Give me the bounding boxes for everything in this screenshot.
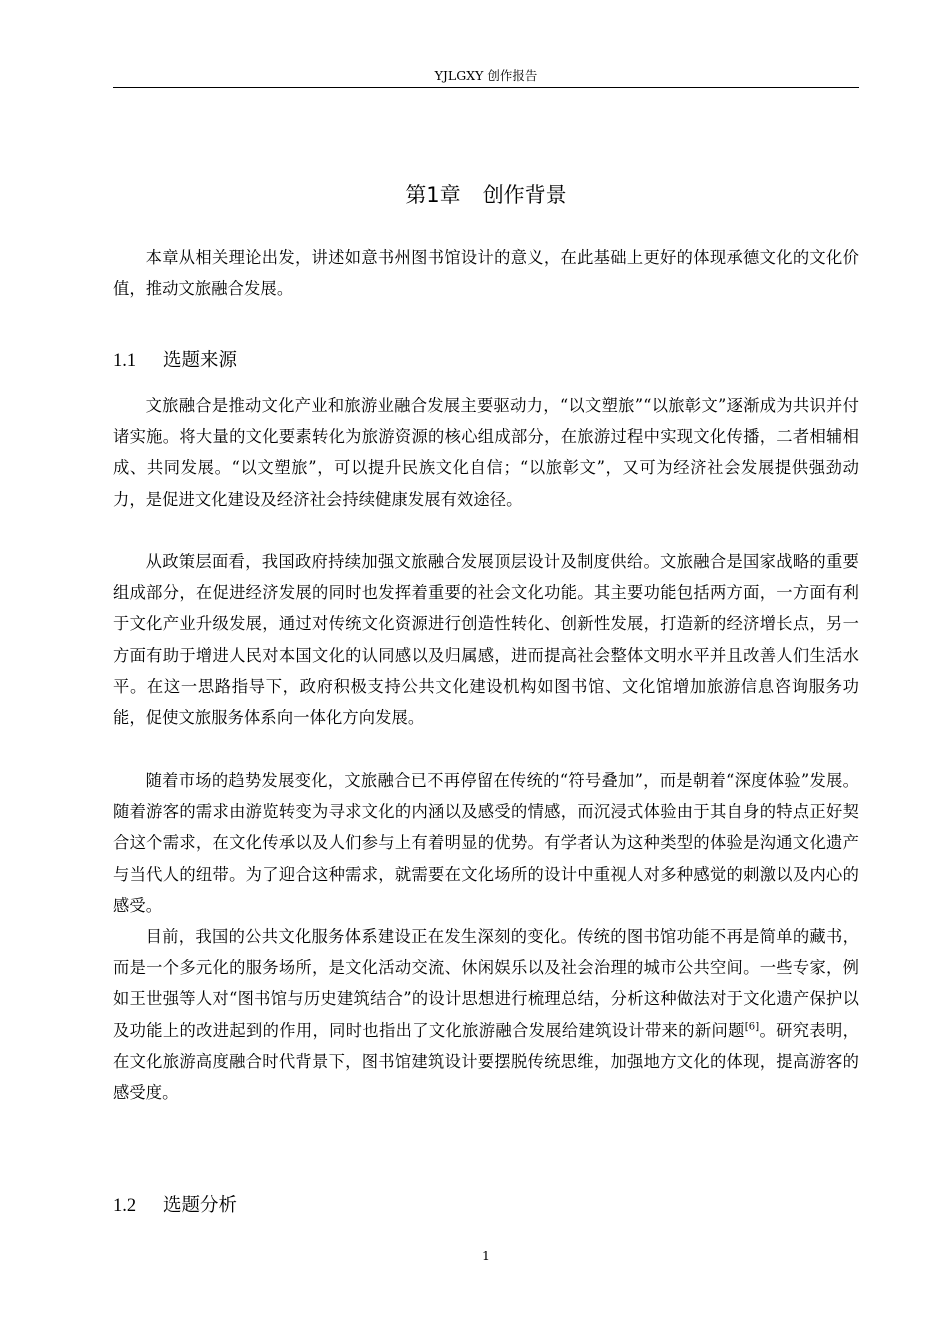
body-paragraph-with-citation xyxy=(113,921,859,1108)
section-number: 1.2 xyxy=(113,1196,137,1216)
section-title: 选题来源 xyxy=(163,350,238,371)
body-paragraph: 随着市场的趋势发展变化，文旅融合已不再停留在传统的“符号叠加”，而是朝着“深度体验”发展。随着游客的需求由游览转变为寻求文化的内涵以及感受的情感，而沉浸式体验由于其自身的特点正好契合这个需求，在文化传承以及人们参与上有着明显的优势。有学者认为这种类型的体验是沟通文化遗产与当代人的纽带。为了迎合这种需求，就需要在文化场所的设计中重视人对多种感觉的刺激以及内心的感受。 xyxy=(113,771,859,915)
chapter-number: 第1章 xyxy=(405,183,461,207)
section-heading-1-2 xyxy=(113,1193,859,1219)
body-paragraph: 从政策层面看，我国政府持续加强文旅融合发展顶层设计及制度供给。文旅融合是国家战略的重要组成部分，在促进经济发展的同时也发挥着重要的社会文化功能。其主要功能包括两方面，一方面有利于文化产业升级发展，通过对传统文化资源进行创造性转化、创新性发展，打造新的经济增长点，另一方面有助于增进人民对本国文化的认同感以及归属感，进而提高社会整体文明水平并且改善人们生活水平。在这一思路指导下，政府积极支持公共文化建设机构如图书馆、文化馆增加旅游信息咨询服务功能，促使文旅服务体系向一体化方向发展。 xyxy=(113,552,859,728)
chapter-name: 创作背景 xyxy=(482,183,567,207)
section-title: 选题分析 xyxy=(163,1195,238,1216)
body-paragraph: 文旅融合是推动文化产业和旅游业融合发展主要驱动力，“以文塑旅”“以旅彰文”逐渐成为共识并付诸实施。将大量的文化要素转化为旅游资源的核心组成部分，在旅游过程中实现文化传播，二者相辅相成、共同发展。“以文塑旅”，可以提升民族文化自信；“以旅彰文”，又可为经济社会发展提供强劲动力，是促进文化建设及经济社会持续健康发展有效途径。 xyxy=(113,396,859,509)
section-number: 1.1 xyxy=(113,351,137,371)
header-rule xyxy=(113,87,859,88)
paragraph-text: 。研究表明，在文化旅游高度融合时代背景下，图书馆建筑设计要摆脱传统思维，加强地方文化的体现，提高游客的感受度。 xyxy=(113,1020,859,1103)
page-number: 1 xyxy=(482,1248,490,1263)
citation-reference[interactable]: [6] xyxy=(744,1021,760,1033)
running-header: YJLGXY 创作报告 xyxy=(434,68,538,83)
paragraph-text: 目前，我国的公共文化服务体系建设正在发生深刻的变化。传统的图书馆功能不再是简单的藏书，而是一个多元化的服务场所，是文化活动交流、休闲娱乐以及社会治理的城市公共空间。一些专家，例如王世强等人对“图书馆与历史建筑结合”的设计思想进行梳理总结，分析这种做法对于文化遗产保护以及功能上的改进起到的作用，同时也指出了文化旅游融合发展给建筑设计带来的新问题 xyxy=(113,927,859,1040)
section-heading-1-1 xyxy=(113,348,859,374)
chapter-intro: 本章从相关理论出发，讲述如意书州图书馆设计的意义，在此基础上更好的体现承德文化的文化价值，推动文旅融合发展。 xyxy=(113,248,859,299)
chapter-title xyxy=(113,180,859,210)
